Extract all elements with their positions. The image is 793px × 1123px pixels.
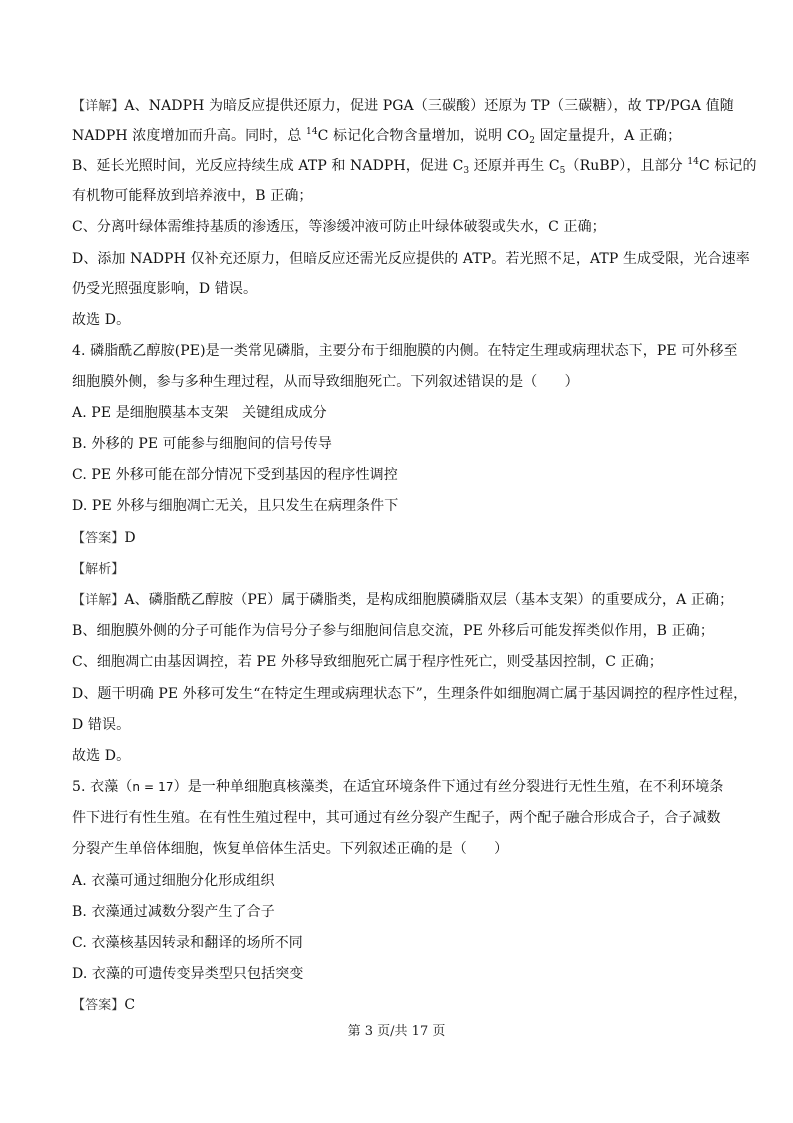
question-4-detail-line-1: 【详解】A、磷脂酰乙醇胺（PE）属于磷脂类，是构成细胞膜磷脂双层（基本支架）的重要成分，A 正确； [72, 592, 734, 608]
detail-line-1: 【详解】A、NADPH 为暗反应提供还原力，促进 PGA（三碳酸）还原为 TP（三碳糖），故 TP/PGA 值随 [72, 98, 734, 114]
detail-line-3: B、延长光照时间，光反应持续生成 ATP 和 NADPH，促进 $C_3$ 还原并再生 $C_5(RuBP)$，且部分 $^{14}$C 标记的 [72, 157, 757, 176]
question-4-option-b: B. 外移的 PE 可能参与细胞间的信号传导 [72, 436, 332, 452]
question-4-option-a: A. PE 是细胞膜基本支架 关键组成成分 [72, 405, 327, 421]
page-footer: 第 3 页/共 17 页 [347, 1024, 446, 1039]
question-5-option-b: B. 衣藻通过减数分裂产生了合子 [72, 904, 275, 920]
question-4-option-c: C. PE 外移可能在部分情况下受到基因的程序性调控 [72, 467, 398, 483]
question-4-stem-line-2: 细胞膜外侧，参与多种生理过程，从而导致细胞死亡。下列叙述错误的是（ ） [72, 374, 579, 390]
question-5-stem-line-3: 分裂产生单倍体细胞，恢复单倍体生活史。下列叙述正确的是（ ） [72, 841, 509, 857]
question-4-option-d: D. PE 外移与细胞凋亡无关，且只发生在病理条件下 [72, 498, 399, 514]
conclusion-line-q3: 故选 D。 [72, 312, 131, 328]
question-4-detail-line-4: D、题干明确 PE 外移可发生“在特定生理或病理状态下”，生理条件如细胞凋亡属于基因调控的程序性过程， [72, 686, 748, 702]
question-4-stem-line-1: 4. 磷脂酰乙醇胺(PE)是一类常见磷脂，主要分布于细胞膜的内侧。在特定生理或病理状态下，PE 可外移至 [72, 343, 738, 359]
question-5-answer: 【答案】C [72, 997, 136, 1013]
question-4-detail-line-3: C、细胞凋亡由基因调控，若 PE 外移导致细胞死亡属于程序性死亡，则受基因控制，C 正确； [72, 654, 663, 670]
conclusion-line-q4: 故选 D。 [72, 748, 131, 764]
question-4-detail-line-5: D 错误。 [72, 717, 131, 733]
question-5-stem-line-2: 件下进行有性生殖。在有性生殖过程中，其可通过有丝分裂产生配子，两个配子融合形成合子，合子减数 [72, 810, 721, 826]
question-5-option-a: A. 衣藻可通过细胞分化形成组织 [72, 873, 275, 889]
question-4-detail-line-2: B、细胞膜外侧的分子可能作为信号分子参与细胞间信息交流，PE 外移后可能发挥类似作用，B 正确； [72, 623, 714, 639]
detail-line-2: NADPH 浓度增加而升高。同时，总 $^{14}$C 标记化合物含量增加，说明 $CO_2$ 固定量提升，A 正确； [72, 127, 682, 146]
question-5-option-c: C. 衣藻核基因转录和翻译的场所不同 [72, 935, 303, 951]
detail-line-4: 有机物可能释放到培养液中，B 正确； [72, 188, 313, 204]
question-4-analysis-heading: 【解析】 [72, 562, 125, 577]
question-4-answer: 【答案】D [72, 530, 136, 546]
question-5-option-d: D. 衣藻的可遗传变异类型只包括突变 [72, 966, 304, 982]
question-5-stem-line-1: 5. 衣藻（n = 17）是一种单细胞真核藻类，在适宜环境条件下通过有丝分裂进行无性生殖，在不利环境条 [72, 779, 724, 795]
detail-line-5: C、分离叶绿体需维持基质的渗透压，等渗缓冲液可防止叶绿体破裂或失水，C 正确； [72, 219, 606, 235]
detail-line-6: D、添加 NADPH 仅补充还原力，但暗反应还需光反应提供的 ATP。若光照不足，ATP 生成受限，光合速率 [72, 251, 750, 267]
detail-line-7: 仍受光照强度影响，D 错误。 [72, 281, 258, 297]
